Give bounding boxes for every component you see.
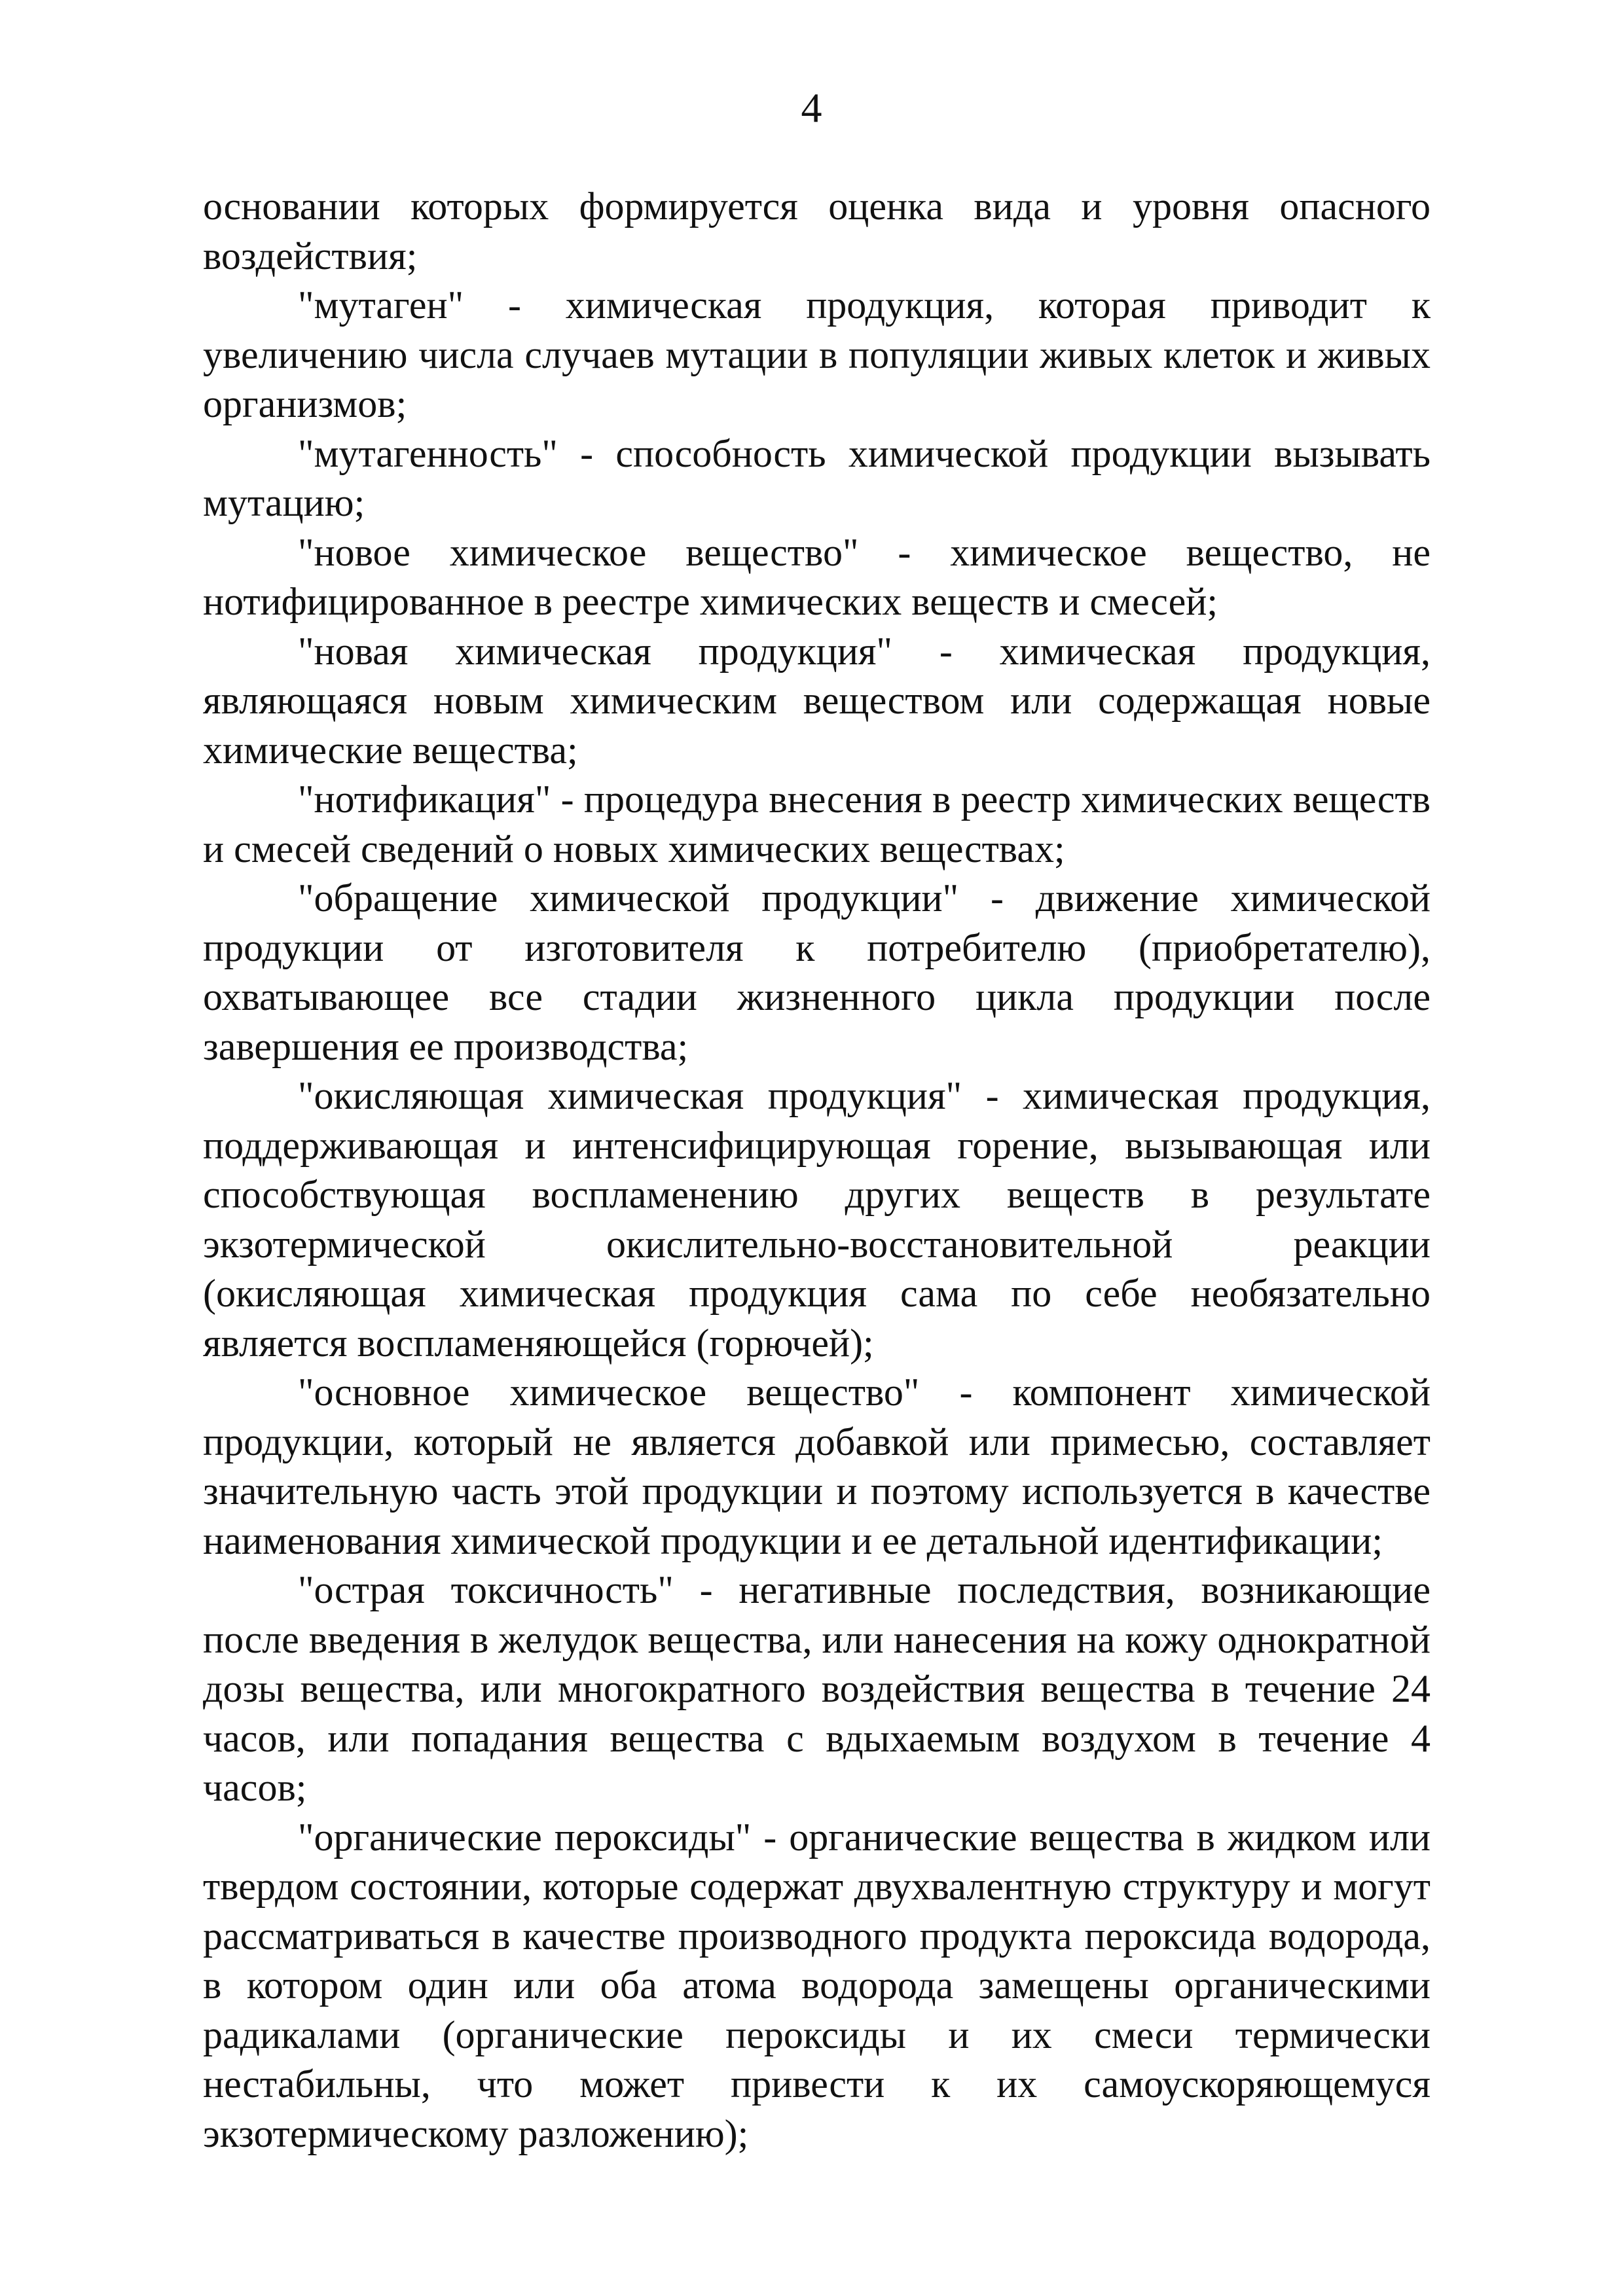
document-body [203, 182, 1431, 2159]
definition-acute-toxicity: "острая токсичность" - негативные последствия, возникающие после введения в желудок вещества, или нанесения на кожу однократной дозы вещества, или многократного воздействия вещества в течение 24 часов, или попадания вещества с вдыхаемым воздухом в течение 4 часов; [203, 1568, 1431, 1809]
definition-oxidizing-product: "окисляющая химическая продукция" - химическая продукция, поддерживающая и интенсифицирующая горение, вызывающая или способствующая воспламенению других веществ в результате экзотермической окислительно-восстановительной реакции (окисляющая химическая продукция сама по себе необязательно является воспламеняющейся (горючей); [203, 1074, 1431, 1365]
definition-new-chemical-product: "новая химическая продукция" - химическая продукция, являющаяся новым химическим веществом или содержащая новые химические вещества; [203, 629, 1431, 772]
page-number: 4 [801, 84, 822, 131]
definition-mutagen: "мутаген" - химическая продукция, которая приводит к увеличению числа случаев мутации в популяции живых клеток и живых организмов; [203, 283, 1431, 425]
definition-organic-peroxides: "органические пероксиды" - органические вещества в жидком или твердом состоянии, которые содержат двухвалентную структуру и могут рассматриваться в качестве производного продукта пероксида водорода, в котором один или оба атома водорода замещены органическими радикалами (органические пероксиды и их смеси термически нестабильны, что может привести к их самоускоряющемуся экзотермическому разложению); [203, 1815, 1431, 2155]
paragraph-continuation: основании которых формируется оценка вида и уровня опасного воздействия; [203, 185, 1431, 278]
definition-notification: "нотификация" - процедура внесения в реестр химических веществ и смесей сведений о новых химических веществах; [203, 778, 1431, 870]
definition-mutagenicity: "мутагенность" - способность химической продукции вызывать мутацию; [203, 431, 1431, 524]
definition-new-chemical-substance: "новое химическое вещество" - химическое вещество, не нотифицированное в реестре химических веществ и смесей; [203, 530, 1431, 623]
definition-circulation: "обращение химической продукции" - движение химической продукции от изготовителя к потребителю (приобретателю), охватывающее все стадии жизненного цикла продукции после завершения ее производства; [203, 876, 1431, 1068]
definition-main-substance: "основное химическое вещество" - компонент химической продукции, который не является добавкой или примесью, составляет значительную часть этой продукции и поэтому используется в качестве наименования химической продукции и ее детальной идентификации; [203, 1371, 1431, 1562]
